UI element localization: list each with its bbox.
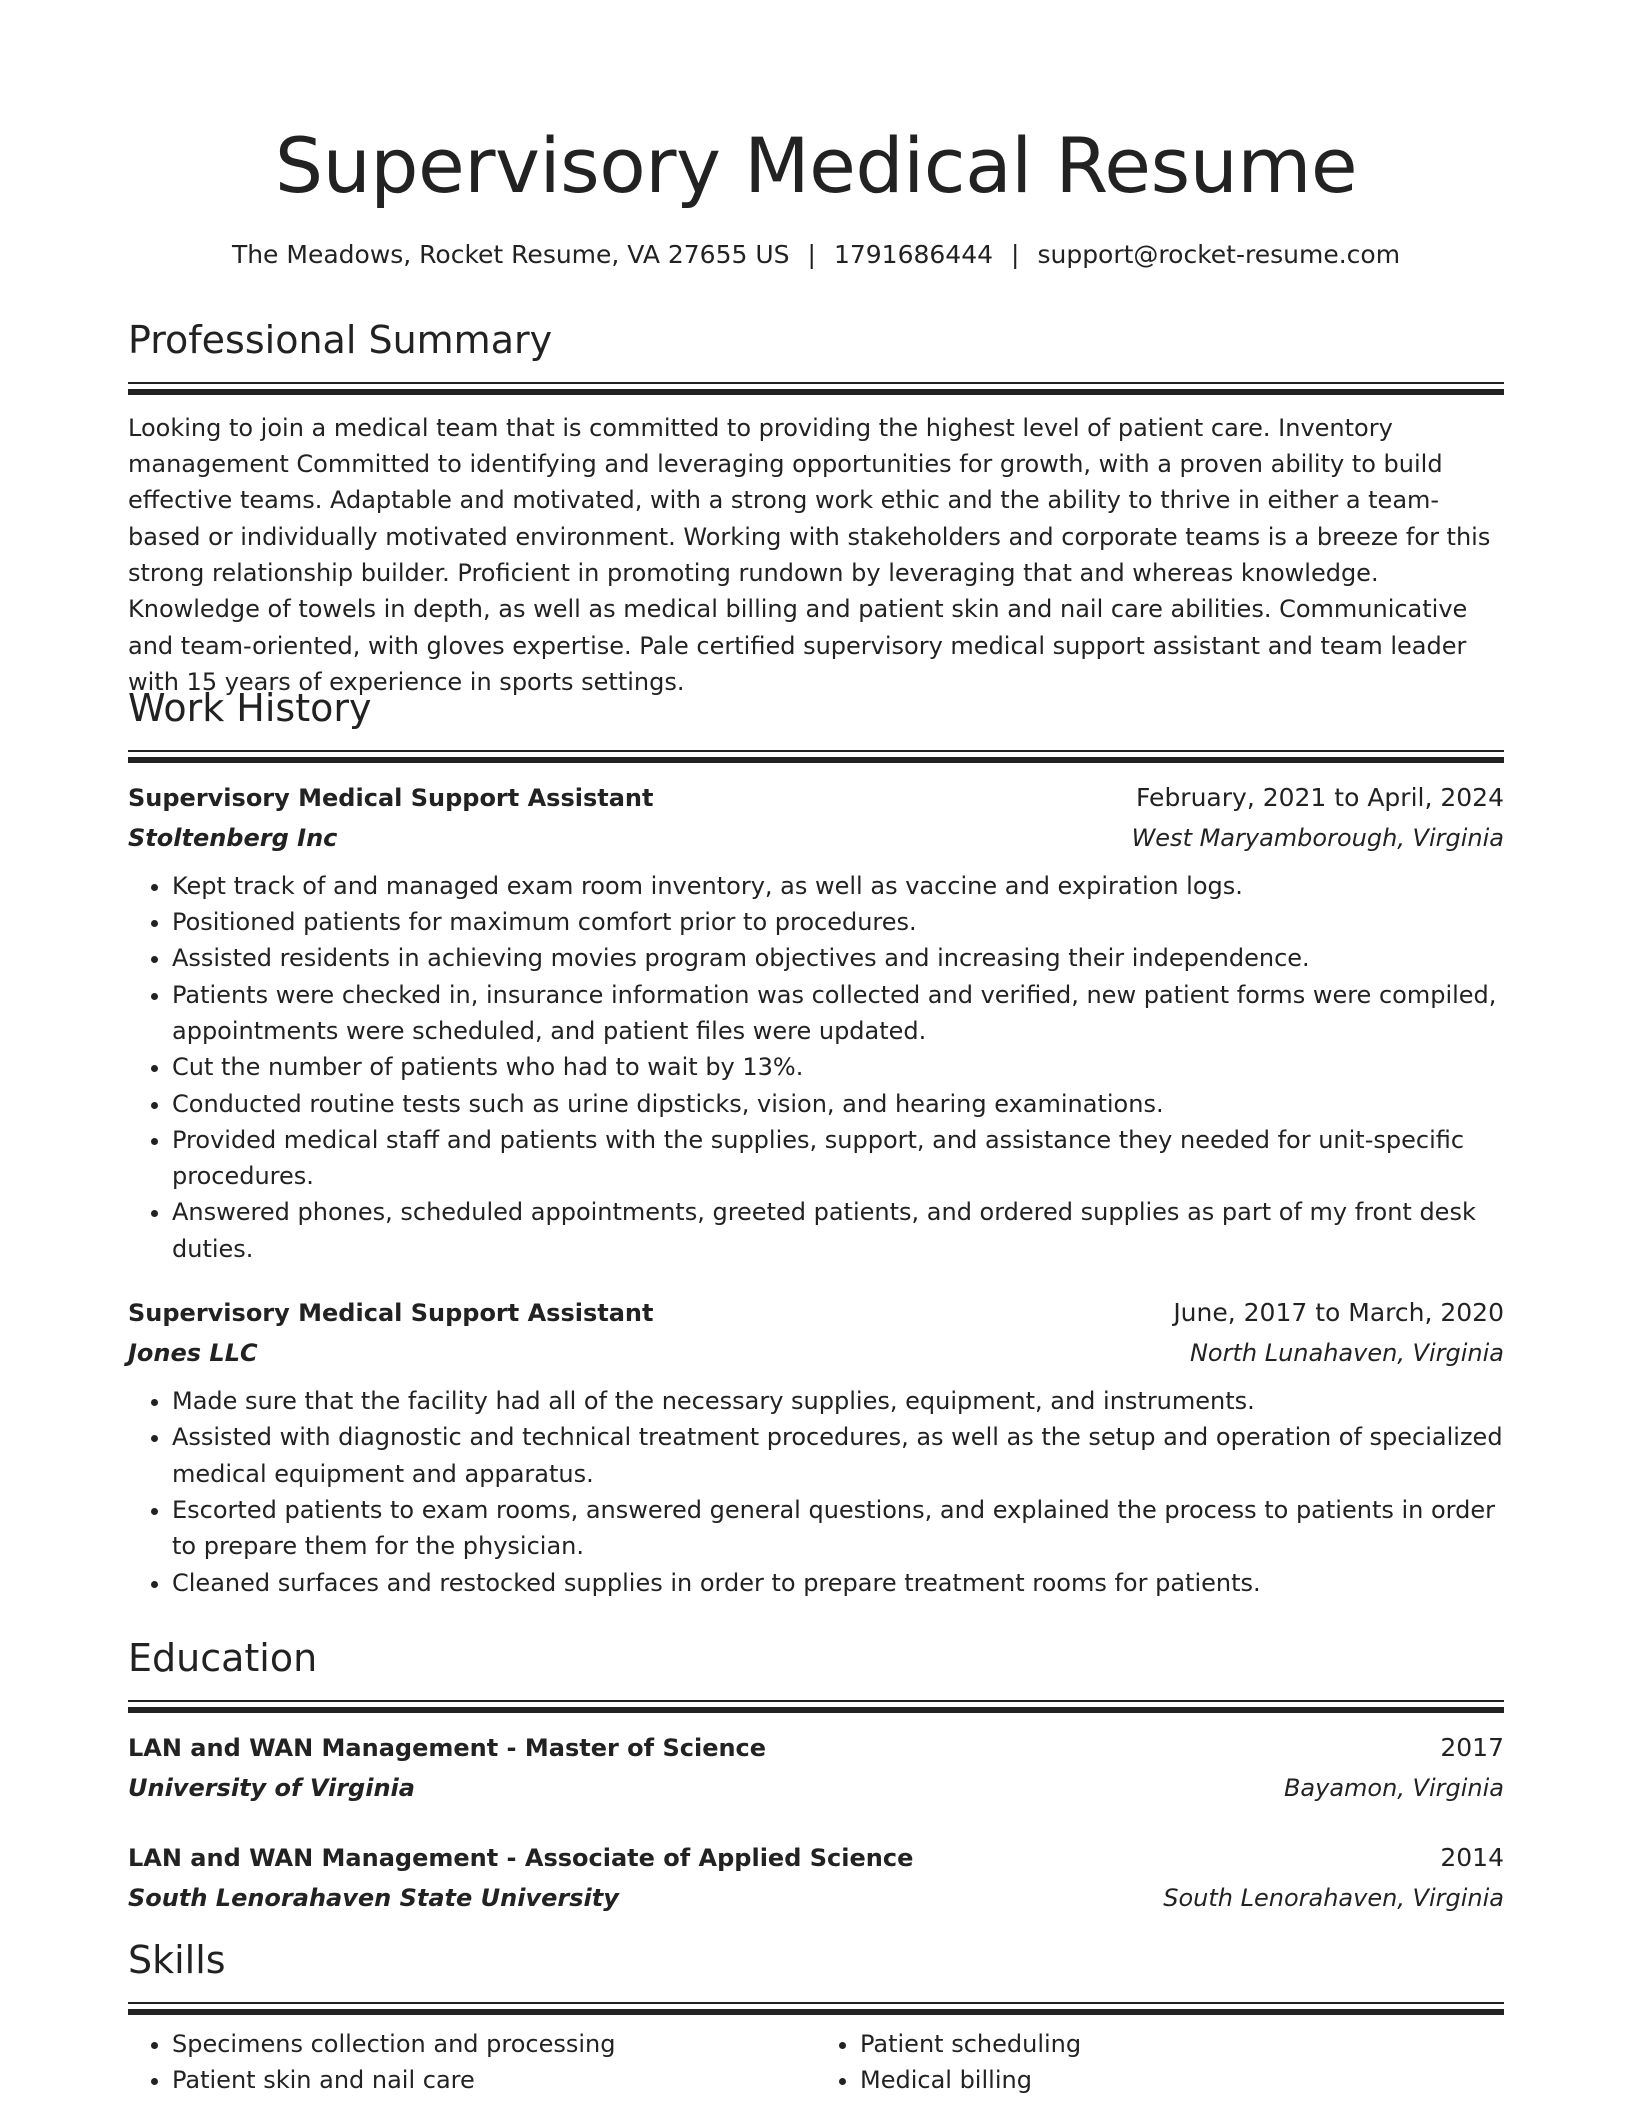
contact-separator: | [1011, 240, 1020, 269]
resume-content [128, 0, 1504, 2112]
section-divider [128, 2002, 1504, 2016]
work-history-section [128, 688, 1504, 1601]
list-item: • Cleaned surfaces and restocked supplies in order to prepare treatment rooms for patients. [172, 1565, 1504, 1601]
job-bullets [128, 1383, 1504, 1601]
education-school: South Lenorahaven State University [128, 1883, 619, 1912]
job-bullets [128, 868, 1504, 1267]
education-location: South Lenorahaven, Virginia [1163, 1883, 1504, 1912]
education-header-row [128, 1838, 1504, 1878]
list-item: • Made sure that the facility had all of the necessary supplies, equipment, and instruments. [172, 1383, 1504, 1419]
list-item: • Answered phones, scheduled appointments, greeted patients, and ordered supplies as part of my front desk duties. [172, 1194, 1504, 1267]
job-title: Supervisory Medical Support Assistant [128, 1299, 654, 1328]
education-section [128, 1638, 1504, 1918]
skills-columns [128, 2026, 1504, 2099]
job-location: North Lunahaven, Virginia [1189, 1339, 1504, 1368]
section-heading: Skills [128, 1938, 226, 1982]
job-company-row [128, 818, 1504, 858]
list-item: • Escorted patients to exam rooms, answered general questions, and explained the process to patients in order to prepare them for the physician. [172, 1492, 1504, 1565]
education-year: 2017 [1440, 1732, 1504, 1762]
skills-list-left [128, 2026, 816, 2099]
skills-list-right [816, 2026, 1504, 2099]
list-item: • Assisted with diagnostic and technical treatment procedures, as well as the setup and operation of specialized medical equipment and apparatus. [172, 1419, 1504, 1492]
list-item: • Conducted routine tests such as urine dipsticks, vision, and hearing examinations. [172, 1086, 1504, 1122]
summary-section [128, 320, 1504, 700]
contact-separator: | [807, 240, 816, 269]
summary-text: Looking to join a medical team that is committed to providing the highest level of patient care. Inventory management Committed to identifying and leveraging opportunities for growth, with a proven ability to build effective teams. Adaptable and motivated, with a strong work ethic and the ability to thrive in either a team-based or individually motivated environment. Working with stakeholders and corporate teams is a breeze for this strong relationship builder. Proficient in promoting rundown by leveraging that and whereas knowledge. Knowledge of towels in depth, as well as medical billing and patient skin and nail care abilities. Communicative and team-oriented, with gloves expertise. Pale certified supervisory medical support assistant and team leader with 15 years of experience in sports settings. [128, 413, 1491, 696]
job-entry [128, 1293, 1504, 1601]
education-entry [128, 1838, 1504, 1918]
job-entry [128, 778, 1504, 1267]
education-degree: LAN and WAN Management - Master of Science [128, 1733, 767, 1762]
job-location: West Maryamborough, Virginia [1131, 823, 1504, 852]
section-heading: Professional Summary [128, 318, 553, 362]
section-divider [128, 382, 1504, 396]
job-company-row [128, 1333, 1504, 1373]
section-divider [128, 1700, 1504, 1714]
section-heading: Work History [128, 686, 372, 730]
list-item: • Kept track of and managed exam room inventory, as well as vaccine and expiration logs. [172, 868, 1504, 904]
education-year: 2014 [1440, 1842, 1504, 1872]
list-item: • Assisted residents in achieving movies program objectives and increasing their independence. [172, 940, 1504, 976]
job-dates: June, 2017 to March, 2020 [1173, 1298, 1504, 1328]
job-company: Stoltenberg Inc [128, 823, 338, 852]
job-dates: February, 2021 to April, 2024 [1136, 782, 1504, 812]
section-heading: Education [128, 1636, 318, 1680]
education-degree: LAN and WAN Management - Associate of Applied Science [128, 1843, 914, 1872]
contact-phone: 1791686444 [833, 240, 994, 269]
education-location: Bayamon, Virginia [1283, 1773, 1504, 1802]
education-school-row [128, 1768, 1504, 1808]
list-item: • Patient skin and nail care [172, 2062, 816, 2098]
list-item: • Patients were checked in, insurance information was collected and verified, new patient forms were compiled, appointments were scheduled, and patient files were updated. [172, 977, 1504, 1050]
job-header-row [128, 1293, 1504, 1333]
list-item: • Medical billing [860, 2062, 1504, 2098]
list-item: • Positioned patients for maximum comfort prior to procedures. [172, 904, 1504, 940]
education-header-row [128, 1728, 1504, 1768]
list-item: • Provided medical staff and patients with the supplies, support, and assistance they needed for unit-specific procedures. [172, 1122, 1504, 1195]
contact-email: support@rocket-resume.com [1037, 240, 1401, 269]
section-divider [128, 750, 1504, 764]
contact-line [128, 240, 1504, 270]
list-item: • Specimens collection and processing [172, 2026, 816, 2062]
skills-section [128, 1940, 1504, 2098]
education-school-row [128, 1878, 1504, 1918]
job-title: Supervisory Medical Support Assistant [128, 783, 654, 812]
job-company: Jones LLC [128, 1339, 258, 1368]
list-item: • Patient scheduling [860, 2026, 1504, 2062]
education-entry [128, 1728, 1504, 1808]
list-item: • Cut the number of patients who had to wait by 13%. [172, 1049, 1504, 1085]
resume-title: Supervisory Medical Resume [274, 121, 1358, 210]
education-school: University of Virginia [128, 1773, 415, 1802]
contact-address: The Meadows, Rocket Resume, VA 27655 US [231, 240, 790, 269]
job-header-row [128, 778, 1504, 818]
